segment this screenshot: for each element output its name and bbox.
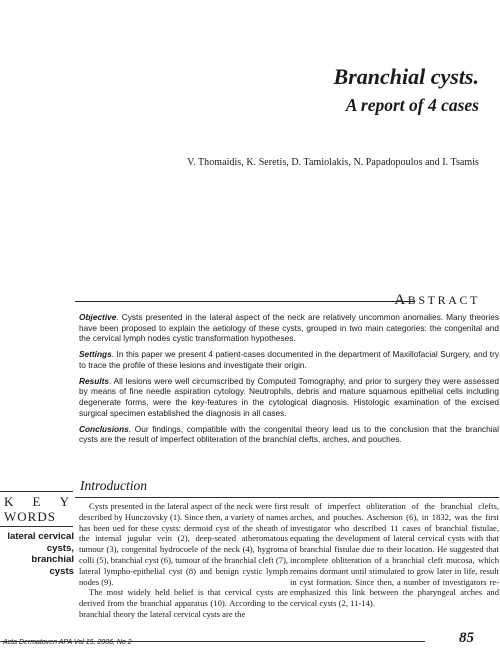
intro-paragraph: Cysts presented in the lateral aspect of the neck were first described by Hunczovsky (1). Since then, a variety of names has been ued for these cysts: dermoid cyst of the sheath of the internal jugular vein (2), deep-seated atheromatous tumour (3), congenital hydrocoele of the neck (4), hygroma colli (5), branchial cyst (6), tumour of the branchial cleft (7), lateral lympho-epithelial cyst (8) and benign cystic lymph nodes (9).: [79, 501, 288, 587]
keywords-heading-line2: WORDS: [4, 509, 56, 524]
abstract-conclusions: [79, 424, 499, 445]
abstract-heading-rest: BSTRACT: [407, 293, 480, 307]
abstract-heading-cap: A: [394, 292, 408, 308]
author-list: V. Thomaidis, K. Seretis, D. Tamiolakis, N. Papadopoulos and I. Tsamis: [187, 157, 479, 168]
keywords-letter: E: [32, 494, 42, 509]
keywords-top-rule: [0, 491, 73, 492]
intro-left-column: [79, 501, 288, 620]
article-title: Branchial cysts.: [333, 64, 479, 89]
abstract-results-text: . All lesions were well circumscribed by Computed Tomography, and prior to surgery they were assessed by means of fine needle aspiration cytology. Neutrophils, debris and mature squamous epithelial cells including degenerate forms, were the key-features in the cytological diagnosis. Histologic examination of the excised surgical specimen established the diagnosis in all cases.: [79, 375, 499, 418]
keyword-item: branchial: [31, 554, 74, 565]
intro-paragraph: The most widely held belief is that cervical cysts are derived from the branchial apparatus (10). According to the branchial theory the lateral cervical cysts are the: [79, 587, 288, 619]
abstract-settings: [79, 349, 499, 370]
abstract-conclusions-text: . Our findings, compatible with the congenital theory lead us to the conclusion that the branchial cysts are the result of imperfect obliteration of the branchial clefts, arches, and pouches.: [79, 423, 499, 445]
keywords-heading: [4, 494, 74, 524]
keywords-letter: K: [4, 494, 15, 509]
keyword-item: lateral cervical: [7, 531, 74, 542]
abstract-settings-label: Settings: [79, 349, 112, 360]
introduction-heading: Introduction: [80, 478, 147, 493]
abstract-body: [79, 312, 499, 450]
keywords-list: [7, 531, 74, 577]
abstract-results-label: Results: [79, 375, 109, 386]
article-subtitle: A report of 4 cases: [345, 95, 479, 115]
abstract-heading: [394, 292, 480, 309]
abstract-conclusions-label: Conclusions: [79, 423, 129, 434]
abstract-objective: [79, 312, 499, 344]
abstract-settings-text: . In this paper we present 4 patient-cases documented in the department of Maxillofacial Surgery, and try to trace the profile of these lesions and investigate their origin.: [79, 349, 499, 370]
intro-paragraph: result of imperfect obliteration of the branchial clefts, arches, and pouches. Ascherson (6), in 1832, was the first investigator who described 11 cases of branchial fistulae, equating the development of lateral cervical cysts with that of branchial fistulae due to their location. He suggested that incomplete obliteration of a branchial cleft mucosa, which remains dormant until stimulated to grow later in life, result in cyst formation. Since then, a number of investigators re-emphasized this link between the pharyngeal arches and cervical cysts (2, 11-14).: [290, 501, 499, 609]
abstract-objective-text: . Cysts presented in the lateral aspect of the neck are relatively uncommon anomalies. Many theories have been proposed to explain the aetiology of these cysts, grouped in two main categories: the congenital and the cervical lymph nodes cystic transformation hypotheses.: [79, 312, 499, 344]
keywords-heading-line1: [4, 494, 70, 509]
keywords-mid-rule: [0, 526, 73, 527]
introduction-divider: [75, 497, 499, 498]
abstract-results: [79, 376, 499, 418]
page-number: 85: [459, 630, 474, 646]
abstract-objective-label: Objective: [79, 312, 117, 322]
journal-footer: Acta Dermatoven APA Vol 15, 2006, No 2: [3, 639, 132, 646]
keyword-item: cysts,: [46, 542, 74, 554]
keywords-letter: Y: [59, 494, 70, 509]
keyword-item: cysts: [49, 565, 74, 577]
intro-right-column: [290, 501, 499, 609]
abstract-divider: [75, 301, 415, 302]
